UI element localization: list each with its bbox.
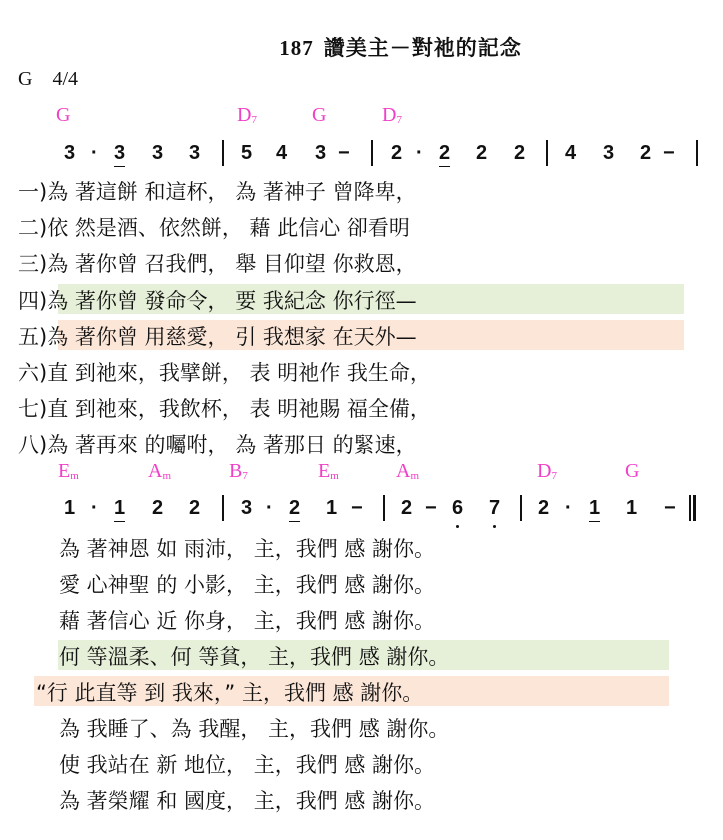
bar-line [222, 140, 224, 166]
time-signature: 4/4 [52, 68, 79, 90]
verse-text: 直 到祂來，我飲杯， 表 明祂賜 福全備， [47, 397, 431, 421]
chord-symbol: $E_m$ [318, 460, 339, 482]
chord-symbol: $E_m$ [58, 460, 79, 482]
dot: · [416, 142, 423, 164]
bar-line [696, 140, 698, 166]
refrain-line: 使 我站在 新 地位， 主，我們 感 謝你。 [59, 753, 436, 777]
verse-label: 五) [18, 325, 48, 349]
note: 2 [439, 142, 451, 164]
note: 2 [514, 142, 526, 164]
note: 3 [114, 142, 126, 164]
verse-text: 為 著你曾 用慈愛， 引 我想家 在天外— [47, 325, 417, 349]
verse-label: 四) [18, 289, 48, 313]
note: 3 [64, 142, 76, 164]
key-time-signature [18, 68, 78, 91]
dash: − [351, 497, 363, 519]
note: 2 [289, 497, 301, 519]
note: 4 [565, 142, 577, 164]
note: 4 [276, 142, 288, 164]
notation-line-2 [0, 497, 723, 527]
dot: · [91, 142, 98, 164]
bar-line [222, 495, 224, 521]
verse-line [18, 393, 431, 423]
chord-symbol: G [56, 104, 71, 126]
note: 3 [315, 142, 327, 164]
note: 3 [241, 497, 253, 519]
verse-text: 為 著再來 的囑咐， 為 著那日 的緊速， [47, 433, 417, 457]
verse-line [18, 248, 417, 278]
chord-symbol: $D_7$ [382, 104, 402, 126]
note: 1 [589, 497, 601, 519]
note: 3 [603, 142, 615, 164]
verse-text: 為 著你曾 發命令， 要 我紀念 你行徑— [47, 289, 417, 313]
verse-text: 依 然是酒、依然餅， 藉 此信心 卻看明 [47, 216, 410, 240]
chord-symbol: $D_7$ [237, 104, 257, 126]
hymn-number: 187 [279, 36, 314, 60]
chord-symbol: $A_m$ [148, 460, 172, 482]
note: 1 [626, 497, 638, 519]
refrain-line: “行 此直等 到 我來，” 主，我們 感 謝你。 [36, 681, 424, 705]
dash: − [425, 497, 437, 519]
note: 2 [538, 497, 550, 519]
key-signature: G [18, 68, 33, 90]
dash: − [663, 142, 675, 164]
chord-symbol: G [625, 460, 640, 482]
verse-text: 為 著你曾 召我們， 舉 目仰望 你救恩， [47, 252, 417, 276]
note: 2 [476, 142, 488, 164]
note-low-octave: 6 [452, 497, 464, 519]
verse-label: 七) [18, 397, 48, 421]
chord-symbol: G [312, 104, 327, 126]
chord-symbol: $B_7$ [229, 460, 248, 482]
bar-line [689, 495, 691, 521]
note: 2 [189, 497, 201, 519]
note: 2 [152, 497, 164, 519]
verse-text: 為 著這餅 和這杯， 為 著神子 曾降卑， [47, 180, 417, 204]
bar-line [546, 140, 548, 166]
note: 3 [152, 142, 164, 164]
verse-line [18, 285, 417, 315]
note: 1 [326, 497, 338, 519]
hymn-title [0, 32, 723, 62]
verse-label: 八) [18, 433, 48, 457]
verse-line [18, 321, 417, 351]
dash: − [664, 497, 676, 519]
dash: − [338, 142, 350, 164]
dot: · [266, 497, 273, 519]
dot: · [91, 497, 98, 519]
bar-line [383, 495, 385, 521]
refrain-line: 愛 心神聖 的 小影， 主，我們 感 謝你。 [59, 573, 436, 597]
notation-line-1 [0, 142, 723, 172]
refrain-line: 為 我睡了、為 我醒， 主，我們 感 謝你。 [59, 717, 450, 741]
hymn-title-text: 讚美主－對祂的記念 [323, 35, 522, 60]
verse-line [18, 357, 431, 387]
note: 2 [391, 142, 403, 164]
refrain-line: 何 等溫柔、何 等貧， 主，我們 感 謝你。 [59, 645, 450, 669]
final-bar-line [693, 495, 696, 521]
note: 2 [401, 497, 413, 519]
verse-line [18, 176, 417, 206]
note: 5 [241, 142, 253, 164]
verse-label: 二) [18, 216, 48, 240]
chord-symbol: $D_7$ [537, 460, 557, 482]
dot: · [565, 497, 572, 519]
bar-line [371, 140, 373, 166]
verse-label: 三) [18, 252, 48, 276]
note-low-octave: 7 [489, 497, 501, 519]
verse-label: 一) [18, 180, 48, 204]
note: 1 [114, 497, 126, 519]
note: 2 [640, 142, 652, 164]
note: 1 [64, 497, 76, 519]
bar-line [520, 495, 522, 521]
refrain-line: 藉 著信心 近 你身， 主，我們 感 謝你。 [59, 609, 436, 633]
verse-line [18, 212, 410, 242]
chord-symbol: $A_m$ [396, 460, 420, 482]
refrain-line: 為 著神恩 如 雨沛， 主，我們 感 謝你。 [59, 537, 436, 561]
note: 3 [189, 142, 201, 164]
verse-text: 直 到祂來，我擘餅， 表 明祂作 我生命， [47, 361, 431, 385]
verse-line [18, 429, 417, 459]
refrain-line: 為 著榮耀 和 國度， 主，我們 感 謝你。 [59, 789, 436, 813]
verse-label: 六) [18, 361, 48, 385]
